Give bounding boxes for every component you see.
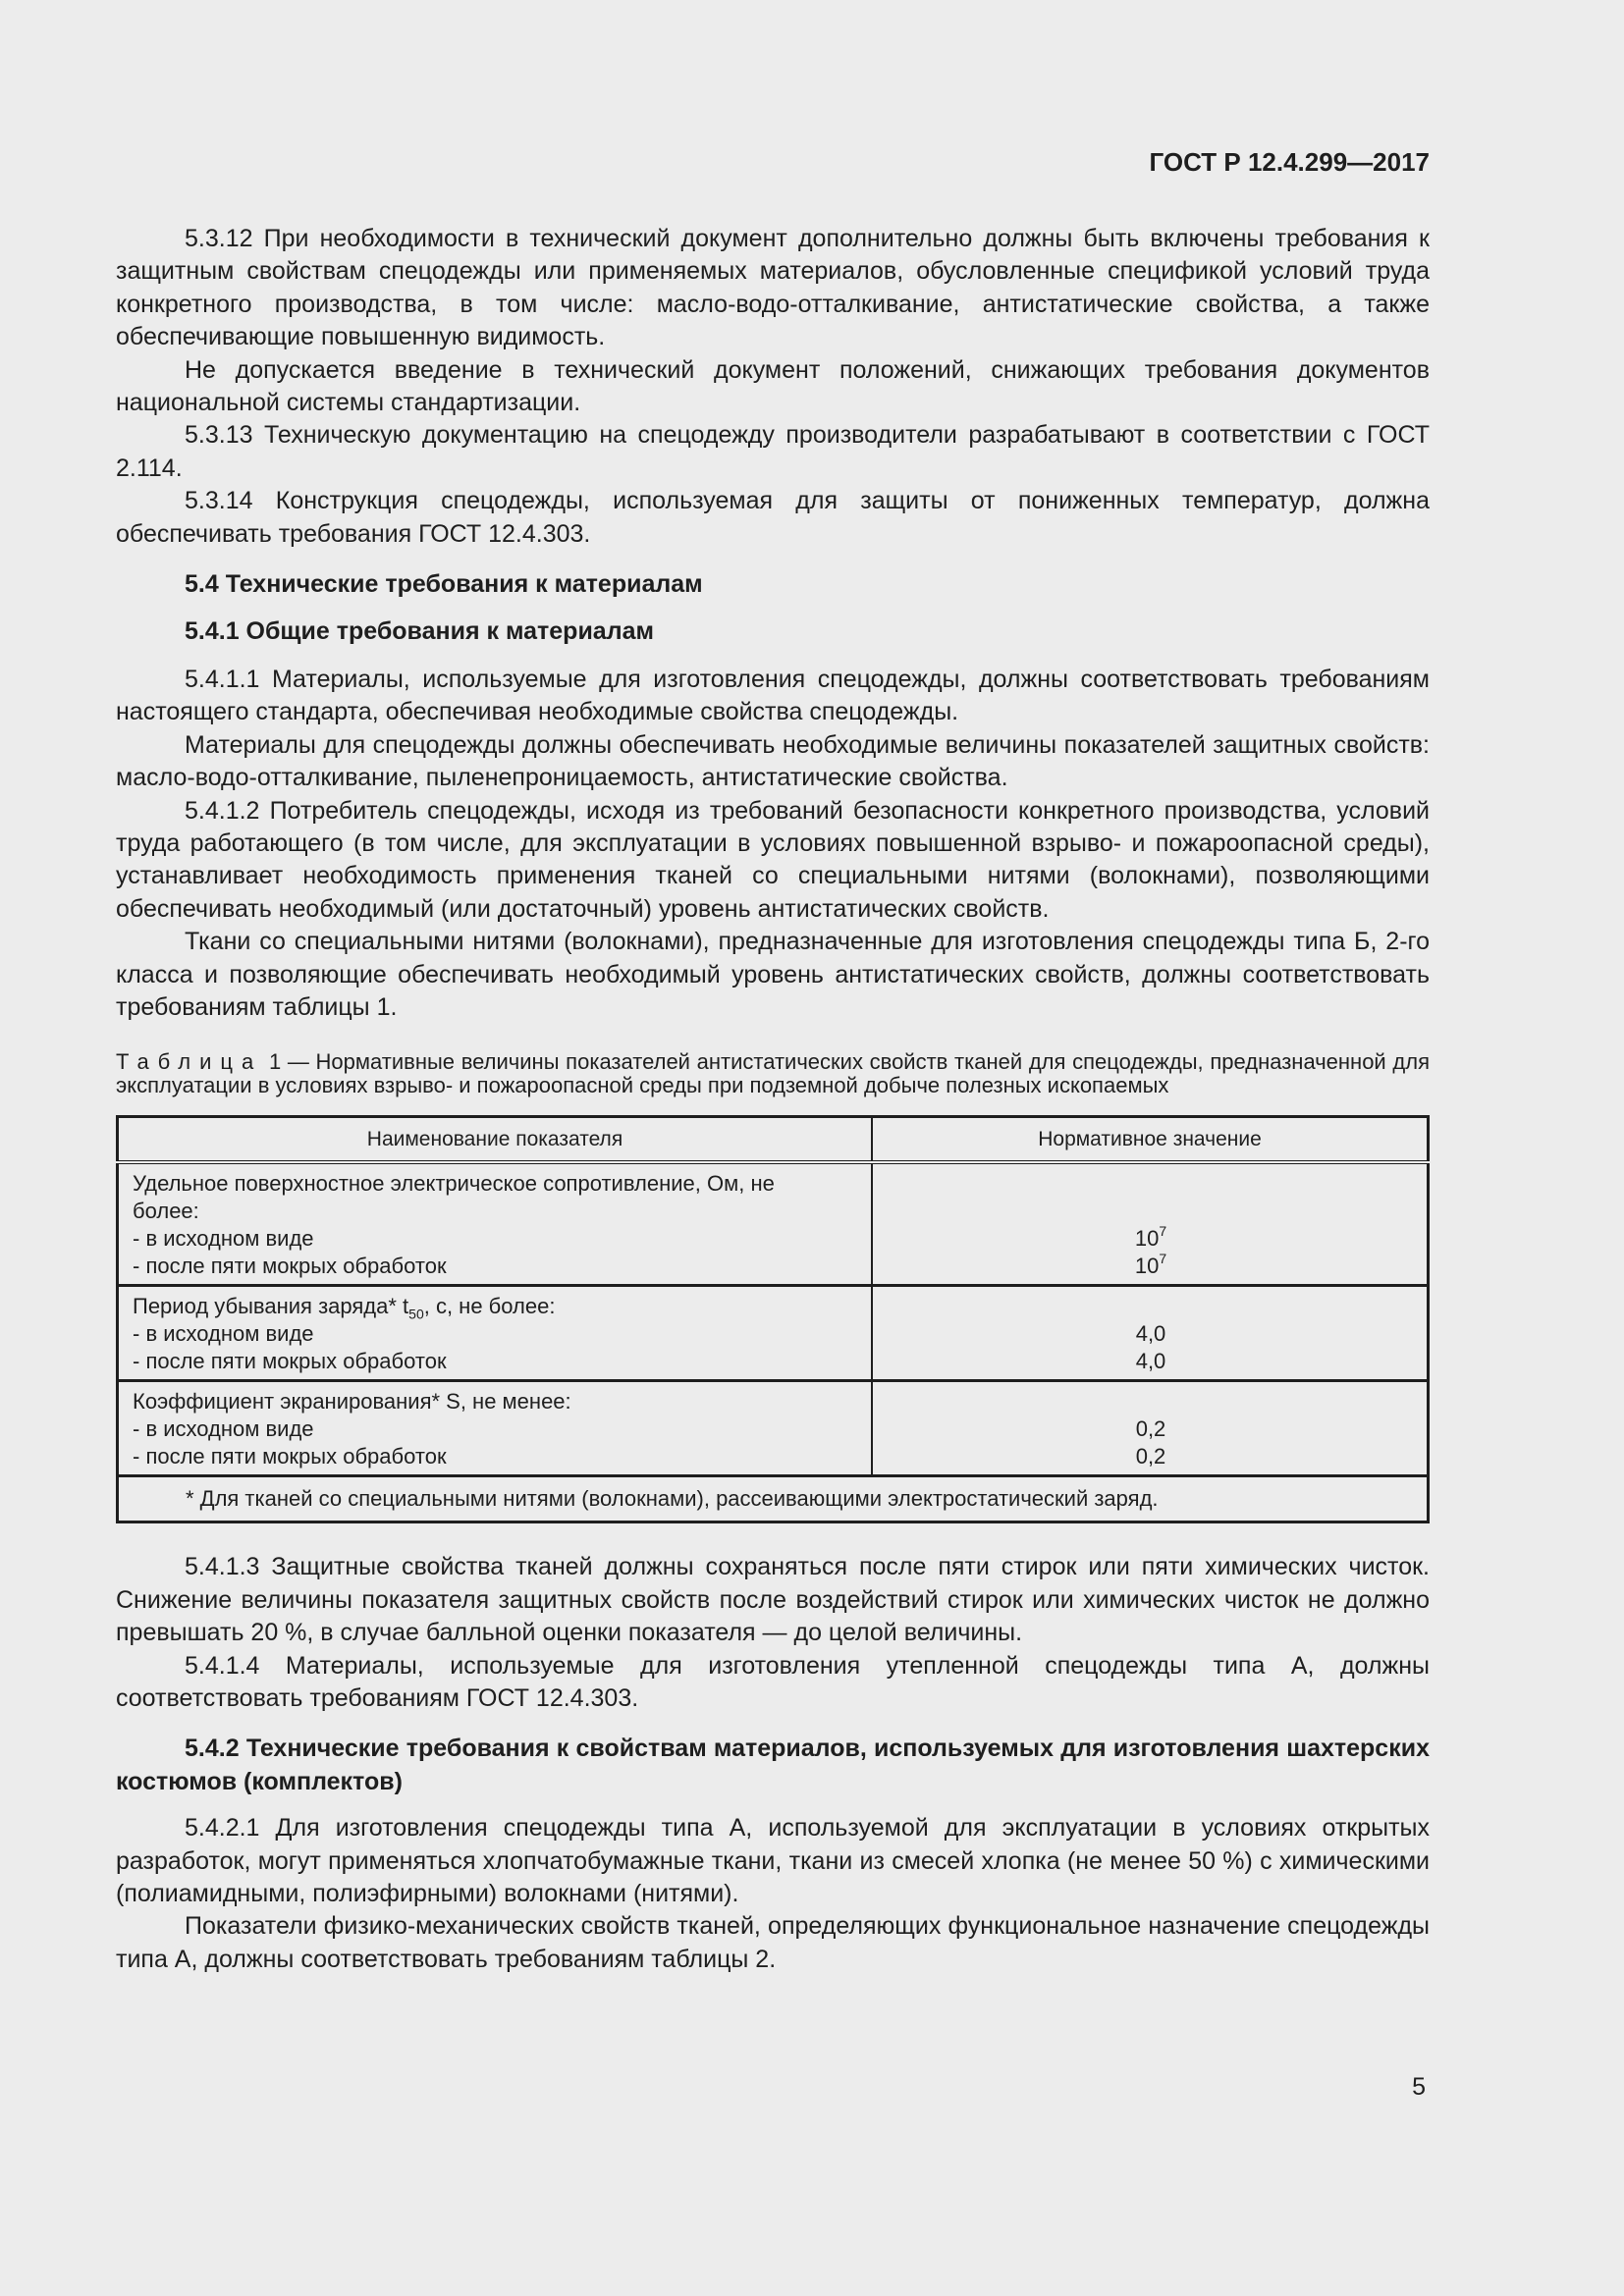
paragraph-5-4-2-1-b: Показатели физико-механических свойств тканей, определяющих функциональное назначение спецодежды типа А, должны соответствовать требованиям таблицы 2. [116,1912,1430,1973]
value-initial: 4,0 [1135,1321,1166,1347]
table-caption-label: Таблица [116,1049,263,1075]
page-content [116,223,1430,1976]
row-item: - в исходном виде [133,1416,314,1442]
row-item: - в исходном виде [133,1226,314,1252]
table-row [118,1162,1429,1286]
paragraph-5-4-1-3: 5.4.1.3 Защитные свойства тканей должны сохраняться после пяти стирок или пяти химических чисток. Снижение величины показателя защитных свойств после воздействий стирок или химических чисток не должно превышать 20 %, в случае балльной оценки показателя — до целой величины. [116,1553,1430,1647]
row-title: Коэффициент экранирования* S, не менее: [133,1389,571,1415]
column-header-name: Наименование показателя [118,1117,873,1163]
row-title: Период убывания заряда* $t_{50}$, с, не более: [133,1294,556,1322]
section-heading-5-4: 5.4 Технические требования к материалам [185,570,703,599]
table-row [118,1381,1429,1476]
page-number: 5 [1412,2073,1426,2101]
paragraph-5-4-1-1: 5.4.1.1 Материалы, используемые для изготовления спецодежды, должны соответствовать требованиям настоящего стандарта, обеспечивая необходимые свойства спецодежды. [116,665,1430,726]
table-caption-text: 1 — Нормативные величины показателей антистатических свойств тканей для спецодежды, предназначенной для эксплуатации в условиях взрыво- и пожароопасной среды при подземной добыче полезных ископаемых [116,1049,1430,1098]
paragraph-5-3-12-note: Не допускается введение в технический документ положений, снижающих требования документов национальной системы стандартизации. [116,355,1430,417]
document-code: ГОСТ Р 12.4.299—2017 [1149,147,1430,177]
paragraph-5-4-2-1: 5.4.2.1 Для изготовления спецодежды типа А, используемой для эксплуатации в условиях открытых разработок, могут применяться хлопчатобумажные ткани, ткани из смесей хлопка (не менее 50 %) с химическими (полиамидными, полиэфирными) волокнами (нитями). [116,1814,1430,1907]
table-caption [116,1050,1430,1097]
value-initial: $10^7$ [1134,1223,1167,1252]
row-title: Удельное поверхностное электрическое сопротивление, Ом, не [133,1171,775,1197]
subsection-heading-5-4-2: 5.4.2 Технические требования к свойствам материалов, используемых для изготовления шахтерских костюмов (комплектов) [116,1735,1430,1795]
cell-normative-value [872,1162,1429,1286]
column-header-value: Нормативное значение [872,1117,1429,1163]
value-after-wash: $10^7$ [1134,1251,1167,1279]
paragraph-5-4-1-1-b: Материалы для спецодежды должны обеспечивать необходимые величины показателей защитных свойств: масло-водо-отталкивание, пыленепроницаемость, антистатические свойства. [116,730,1430,792]
paragraph-5-3-12: 5.3.12 При необходимости в технический документ дополнительно должны быть включены требования к защитным свойствам спецодежды или применяемых материалов, обусловленные спецификой условий труда конкретного производства, в том числе: масло-водо-отталкивание, антистатические свойства, а также обеспечивающие повышенную видимость. [116,225,1430,351]
cell-indicator-name [118,1381,873,1476]
table-row [118,1286,1429,1381]
table-antistatic-properties [116,1115,1430,1523]
row-item: - после пяти мокрых обработок [133,1349,447,1374]
table-footnote-row [118,1476,1429,1522]
subsection-heading-5-4-1: 5.4.1 Общие требования к материалам [185,617,654,646]
paragraph-5-4-1-2: 5.4.1.2 Потребитель спецодежды, исходя из требований безопасности конкретного производства, условий труда работающего (в том числе, для эксплуатации в условиях повышенной взрыво- и пожароопасной среды), устанавливает необходимость применения тканей со специальными нитями (волокнами), позволяющими обеспечивать необходимый (или достаточный) уровень антистатических свойств. [116,796,1430,923]
cell-indicator-name [118,1162,873,1286]
paragraph-5-4-1-4: 5.4.1.4 Материалы, используемые для изготовления утепленной спецодежды типа А, должны соответствовать требованиям ГОСТ 12.4.303. [116,1651,1430,1712]
row-title-cont: более: [133,1199,199,1224]
value-after-wash: 4,0 [1135,1349,1166,1374]
paragraph-5-3-13: 5.3.13 Техническую документацию на спецодежду производители разрабатывают в соответствии с ГОСТ 2.114. [116,421,1430,482]
cell-normative-value [872,1286,1429,1381]
row-item: - после пяти мокрых обработок [133,1444,447,1469]
table-footnote: * Для тканей со специальными нитями (волокнами), рассеивающими электростатический заряд. [118,1476,1429,1522]
table-header-row [118,1117,1429,1163]
value-initial: 0,2 [1135,1416,1166,1442]
value-after-wash: 0,2 [1135,1444,1166,1469]
row-item: - в исходном виде [133,1321,314,1347]
paragraph-5-3-14: 5.3.14 Конструкция спецодежды, используемая для защиты от пониженных температур, должна обеспечивать требования ГОСТ 12.4.303. [116,487,1430,548]
cell-normative-value [872,1381,1429,1476]
cell-indicator-name [118,1286,873,1381]
paragraph-5-4-1-2-b: Ткани со специальными нитями (волокнами), предназначенные для изготовления спецодежды типа Б, 2-го класса и позволяющие обеспечивать необходимый уровень антистатических свойств, должны соответствовать требованиям таблицы 1. [116,928,1430,1021]
row-item: - после пяти мокрых обработок [133,1254,447,1279]
